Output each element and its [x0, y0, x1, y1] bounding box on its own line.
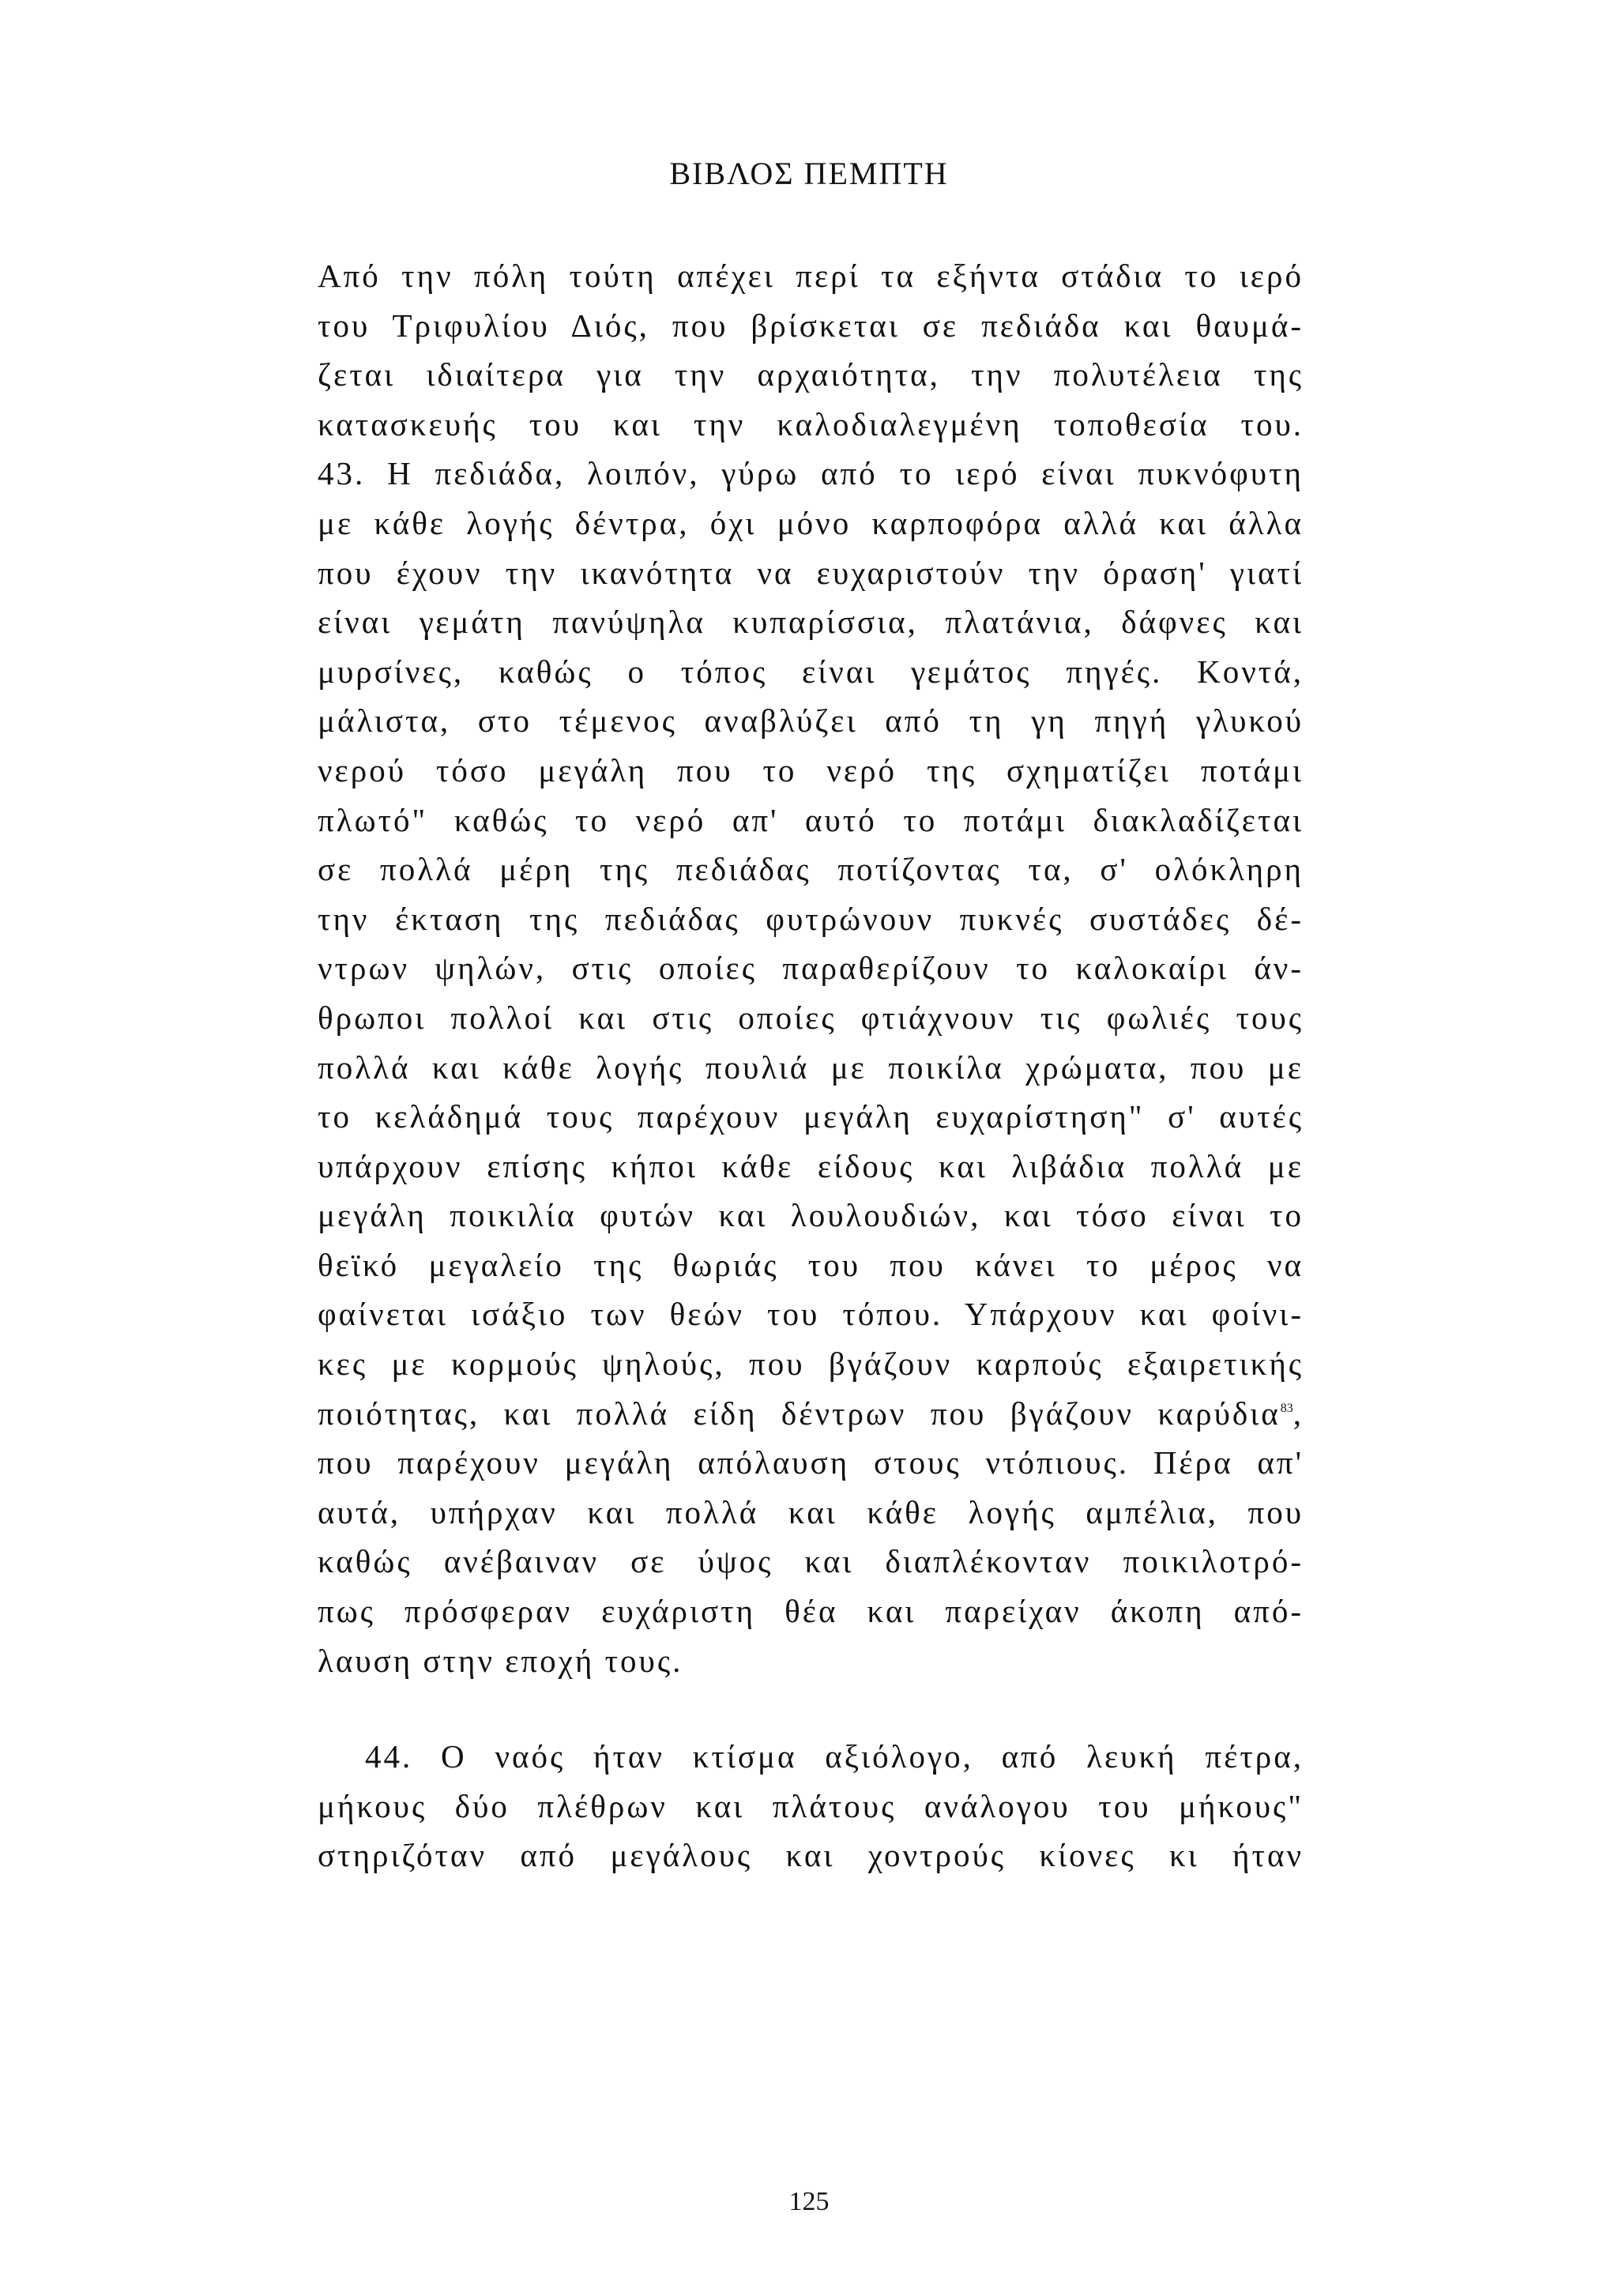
text-line: είναι γεμάτη πανύψηλα κυπαρίσσια, πλατάνια, δάφνες και	[318, 604, 1304, 641]
paragraph-44	[318, 1732, 1304, 1880]
text-line-segment: ποιότητας, και πολλά είδη δέντρων που βγάζουν καρύδια	[318, 1395, 1281, 1432]
text-line: ντρων ψηλών, στις οποίες παραθερίζουν το καλοκαίρι άν-	[318, 950, 1304, 987]
text-line: κες με κορμούς ψηλούς, που βγάζουν καρπούς εξαιρετικής	[318, 1346, 1304, 1383]
text-line: την έκταση της πεδιάδας φυτρώνουν πυκνές συστάδες δέ-	[318, 900, 1304, 937]
footnote-marker: 83	[1280, 1401, 1293, 1415]
page-number: 125	[788, 2187, 830, 2216]
paragraph-42-43	[318, 251, 1304, 1685]
text-line: θεϊκό μεγαλείο της θωριάς του που κάνει το μέρος να	[318, 1246, 1304, 1283]
text-line: αυτά, υπήρχαν και πολλά και κάθε λογής αμπέλια, που	[318, 1493, 1304, 1530]
text-line: 44. Ο ναός ήταν κτίσμα αξιόλογο, από λευκή πέτρα,	[365, 1738, 1304, 1775]
text-line: καθώς ανέβαιναν σε ύψος και διαπλέκονταν ποικιλοτρό-	[318, 1543, 1304, 1580]
text-line: λαυση στην εποχή τους.	[318, 1642, 683, 1679]
text-line: το κελάδημά τους παρέχουν μεγάλη ευχαρίστηση" σ' αυτές	[318, 1098, 1304, 1135]
text-line: του Τριφυλίου Διός, που βρίσκεται σε πεδιάδα και θαυμά-	[318, 307, 1304, 344]
text-line: μυρσίνες, καθώς ο τόπος είναι γεμάτος πηγές. Κοντά,	[318, 653, 1304, 690]
text-line: νερού τόσο μεγάλη που το νερό της σχηματίζει ποτάμι	[318, 751, 1304, 789]
text-line-with-footnote	[318, 1389, 1304, 1439]
text-line: πλωτό" καθώς το νερό απ' αυτό το ποτάμι διακλαδίζεται	[318, 801, 1304, 838]
text-line: Από την πόλη τούτη απέχει περί τα εξήντα στάδια το ιερό	[318, 258, 1304, 294]
text-line: μάλιστα, στο τέμενος αναβλύζει από τη γη πηγή γλυκού	[318, 702, 1304, 740]
text-line: θρωποι πολλοί και στις οποίες φτιάχνουν τις φωλιές τους	[318, 999, 1304, 1036]
text-line: που παρέχουν μεγάλη απόλαυση στους ντόπιους. Πέρα απ'	[318, 1444, 1304, 1481]
text-line: κατασκευής του και την καλοδιαλεγμένη τοποθεσία του.	[318, 405, 1304, 442]
text-line: στηριζόταν από μεγάλους και χοντρούς κίονες κι ήταν	[318, 1837, 1304, 1874]
text-line: σε πολλά μέρη της πεδιάδας ποτίζοντας τα, σ' ολόκληρη	[318, 851, 1304, 888]
text-line: φαίνεται ισάξιο των θεών του τόπου. Υπάρχουν και φοίνι-	[318, 1296, 1304, 1333]
running-title: ΒΙΒΛΟΣ ΠΕΜΠΤΗ	[669, 156, 949, 191]
text-line: 43. Η πεδιάδα, λοιπόν, γύρω από το ιερό είναι πυκνόφυτη	[318, 455, 1304, 492]
text-line: με κάθε λογής δέντρα, όχι μόνο καρποφόρα αλλά και άλλα	[318, 504, 1304, 541]
text-line: πως πρόσφεραν ευχάριστη θέα και παρείχαν άκοπη από-	[318, 1593, 1304, 1630]
text-line: πολλά και κάθε λογής πουλιά με ποικίλα χρώματα, που με	[318, 1048, 1304, 1086]
text-line-segment: ,	[1293, 1395, 1304, 1432]
text-line: μεγάλη ποικιλία φυτών και λουλουδιών, και τόσο είναι το	[318, 1197, 1304, 1234]
text-line: υπάρχουν επίσης κήποι κάθε είδους και λιβάδια πολλά με	[318, 1147, 1304, 1184]
text-line: που έχουν την ικανότητα να ευχαριστούν την όραση' γιατί	[318, 554, 1304, 591]
text-line: ζεται ιδιαίτερα για την αρχαιότητα, την πολυτέλεια της	[318, 356, 1304, 393]
text-line: μήκους δύο πλέθρων και πλάτους ανάλογου του μήκους"	[318, 1787, 1304, 1824]
